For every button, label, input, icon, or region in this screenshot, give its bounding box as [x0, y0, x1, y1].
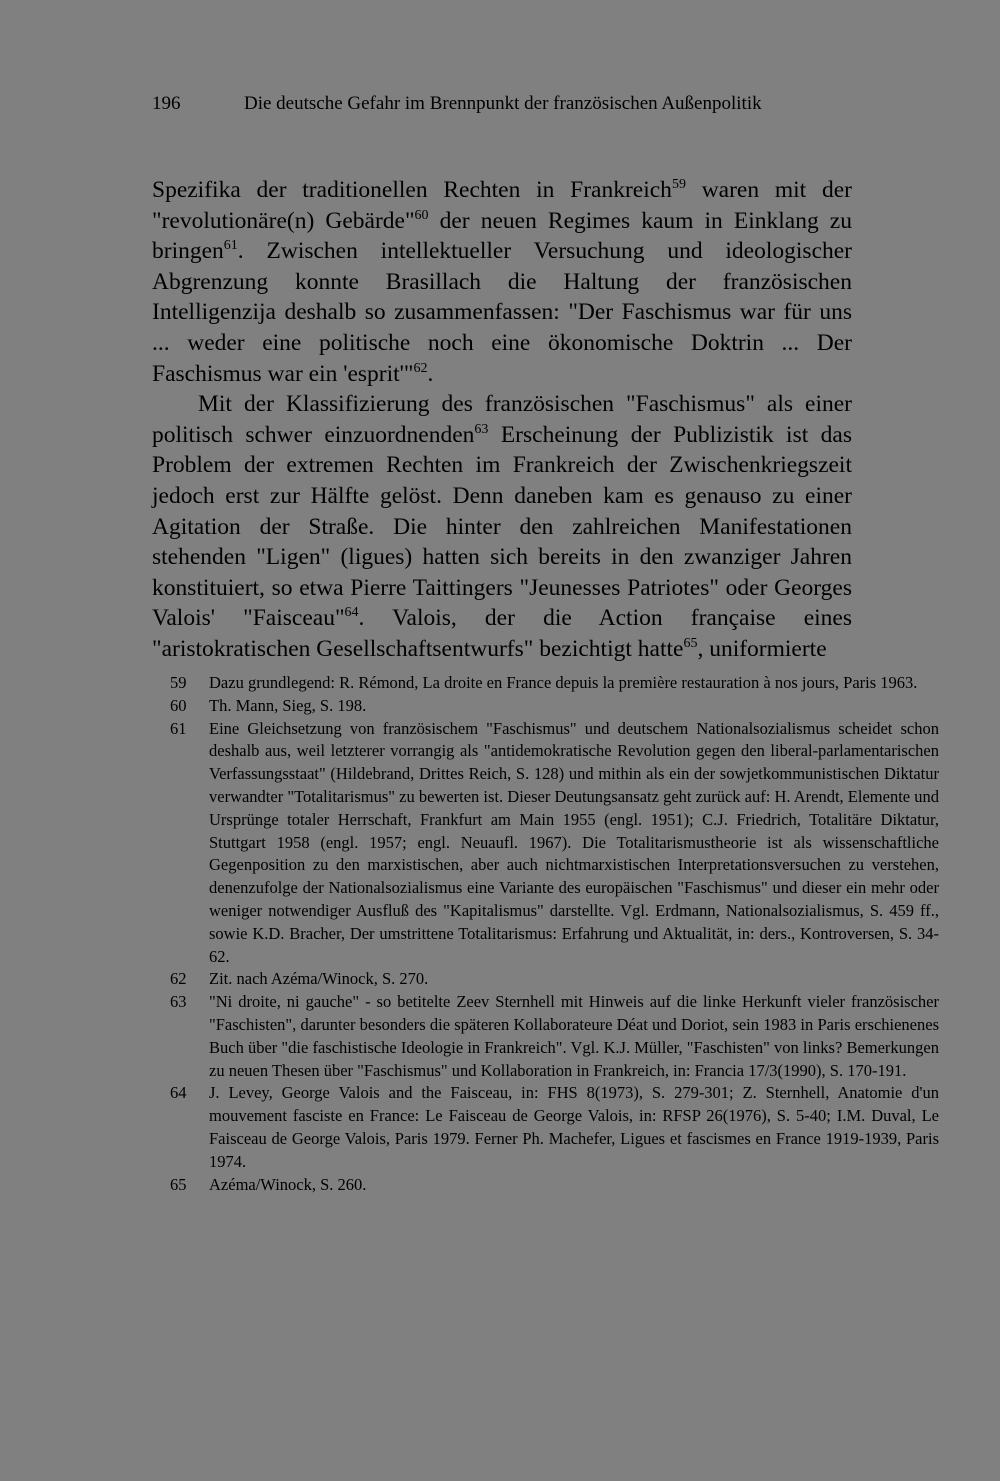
footnote-61 [170, 718, 940, 969]
footnote-number: 62 [170, 969, 187, 989]
text-run: Mit der Klassifizierung des französischen "Faschismus" als einer politisch schwer einzuordnenden [152, 391, 852, 448]
footnote-number: 61 [170, 718, 187, 738]
footnote-60 [170, 695, 940, 718]
footnote-number: 65 [170, 1174, 187, 1194]
body-text [152, 175, 852, 665]
text-run: der neuen Regimes kaum in Einklang zu bringen [152, 207, 852, 265]
footnote-text: Eine Gleichsetzung von französischem "Faschismus" und deutschem Nationalsozialismus scheidet schon deshalb aus, weil letzterer vorrangig als "antidemokratische Revolution gegen den liberal-parlamentarischen Verfassungsstaat" (Hildebrand, Drittes Reich, S. 128) und mithin als ein der sowjetkommunistischen Diktatur verwandter "Totalitarismus" zu bewerten ist. Dieser Deutungsansatz geht zurück auf: H. Arendt, Elemente und Ursprünge totaler Herrschaft, Frankfurt am Main 1955 (engl. 1951); C.J. Friedrich, Totalitäre Diktatur, Stuttgart 1958 (engl. 1957; engl. Neuaufl. 1967). Die Totalitarismustheorie ist als wissenschaftliche Gegenposition zu den marxistischen, aber auch nichtmarxistischen Interpretationsversuchen zu verstehen, denenzufolge der Nationalsozialismus eine Variante des europäischen "Faschismus" und dieser ein mehr oder weniger notwendiger Ausfluß des "Kapitalismus" darstellte. Vgl. Erdmann, Nationalsozialismus, S. 459 ff., sowie K.D. Bracher, Der umstrittene Totalitarismus: Erfahrung und Aktualität, in: ders., Kontroversen, S. 34-62. [209, 718, 939, 966]
footnote-65 [170, 1174, 940, 1197]
footnote-63 [170, 991, 940, 1082]
running-title: Die deutsche Gefahr im Brennpunkt der französischen Außenpolitik [244, 93, 762, 114]
footnote-62 [170, 968, 940, 991]
text-run: . Zwischen intellektueller Versuchung und ideologischer Abgrenzung konnte Brasillach die Haltung der französischen Intelligenzija deshalb so zusammenfassen: "Der Faschismus war für uns ... weder eine politische noch eine ökonomische Doktrin ... Der Faschismus war ein 'esprit'" [152, 238, 852, 387]
footnote-number: 64 [170, 1083, 187, 1103]
text-run: Erscheinung der Publizistik ist das Problem der extremen Rechten im Frankreich der Zwischenkriegszeit jedoch erst zur Hälfte gelöst. Denn daneben kam es genauso zu einer Agitation der Straße. Die hinter den zahlreichen Manifestationen stehenden "Ligen" (ligues) hatten sich bereits in den zwanziger Jahren konstituiert, so etwa Pierre Taittingers "Jeunesses Patriotes" oder Georges Valois' "Faisceau" [152, 421, 853, 632]
footnote-text: Azéma/Winock, S. 260. [209, 1174, 367, 1194]
footnote-text: Th. Mann, Sieg, S. 198. [209, 695, 367, 715]
footnote-ref[interactable]: 63 [474, 421, 489, 437]
footnote-ref[interactable]: 60 [414, 207, 429, 223]
footnote-number: 60 [170, 695, 187, 715]
text-run: . Valois, der die Action française eines "aristokratischen Gesellschaftsentwurfs" bezichtigt hatte [152, 605, 852, 662]
running-head [152, 92, 852, 116]
footnote-ref[interactable]: 65 [683, 635, 698, 651]
footnote-ref[interactable]: 62 [413, 360, 428, 376]
footnotes [170, 672, 940, 1196]
footnote-ref[interactable]: 64 [344, 605, 359, 621]
page-number: 196 [152, 93, 181, 114]
paragraph [152, 175, 852, 389]
text-run: waren mit der "revolutionäre(n) Gebärde" [152, 177, 852, 234]
paragraph [152, 389, 852, 664]
text-run: Spezifika der traditionellen Rechten in Frankreich [152, 177, 672, 203]
footnote-59 [170, 672, 940, 695]
footnote-text: J. Levey, George Valois and the Faisceau, in: FHS 8(1973), S. 279-301; Z. Sternhell, Anatomie d'un mouvement fasciste en France: Le Faisceau de George Valois, in: RFSP 26(1976), S. 5-40; I.M. Duval, Le Faisceau de George Valois, Paris 1979. Ferner Ph. Machefer, Ligues et fascismes en France 1919-1939, Paris 1974. [209, 1083, 939, 1171]
footnote-text: Zit. nach Azéma/Winock, S. 270. [209, 969, 429, 989]
footnote-ref[interactable]: 61 [223, 238, 238, 254]
footnote-number: 63 [170, 992, 187, 1012]
footnote-ref[interactable]: 59 [671, 177, 686, 192]
footnote-number: 59 [170, 673, 187, 692]
footnote-text: Dazu grundlegend: R. Rémond, La droite en France depuis la première restauration à nos jours, Paris 1963. [209, 673, 918, 692]
text-run: . [427, 360, 434, 387]
footnote-64 [170, 1082, 940, 1173]
footnote-text: "Ni droite, ni gauche" - so betitelte Zeev Sternhell mit Hinweis auf die linke Herkunft vieler französischer "Faschisten", darunter besonders die späteren Kollaborateure Déat und Doriot, sein 1983 in Paris erschienenes Buch über "die faschistische Ideologie in Frankreich". Vgl. K.J. Müller, "Faschisten" von links? Bemerkungen zu neuen Thesen über "Faschismus" und Kollaboration in Frankreich, in: Francia 17/3(1990), S. 170-191. [209, 992, 939, 1080]
text-run: , uniformierte [697, 635, 827, 662]
